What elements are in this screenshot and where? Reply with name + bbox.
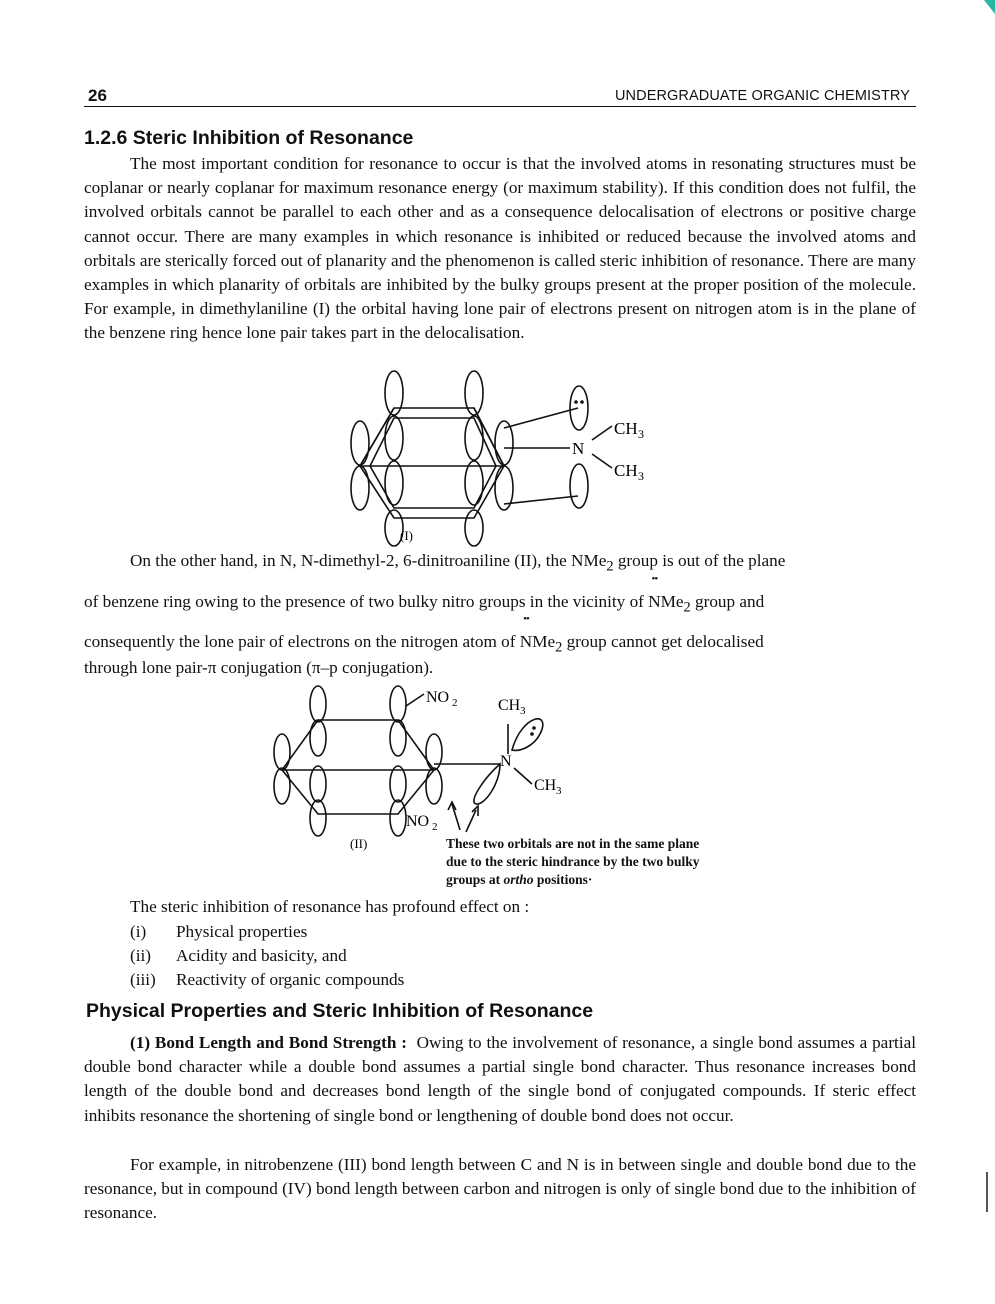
nitro-bottom-sub: 2	[432, 821, 438, 833]
book-title: UNDERGRADUATE ORGANIC CHEMISTRY	[614, 88, 910, 104]
figure-dimethylaniline	[330, 368, 670, 548]
effects-intro: The steric inhibition of resonance has profound effect on :	[130, 897, 530, 916]
methyl-top-sub: 3	[520, 705, 526, 717]
methyl-right: CH	[534, 777, 557, 794]
nitro-bottom: NO	[406, 813, 430, 830]
lone-pair-orbital	[570, 386, 588, 430]
figure1-label: (I)	[400, 528, 413, 543]
nme2-group-2: •• N	[520, 630, 532, 654]
paragraph2-line4: through lone pair-π conjugation (π–p conjugation).	[84, 658, 434, 677]
figure2-note: These two orbitals are not in the same plane due to the steric hindrance by the two bulky groups at ortho positions·	[446, 836, 700, 887]
paragraph2-line2: of benzene ring owing to the presence of two bulky nitro groups in the vicinity of •• NMe$_2$ group and	[84, 590, 916, 620]
bond-length-paragraph: (1) Bond Length and Bond Strength : Owing to the involvement of resonance, a single bond assumes a partial double bond character while a double bond assumes a partial single bond character. Thus resonance increases bond length of the double bond and decreases bond length of the single bond of conjugated compounds. If steric effect inhibits resonance the shortening of single bond or lengthening of double bond does not occur.	[84, 1033, 916, 1125]
page-number: 26	[88, 86, 107, 105]
nitrogen-label: N	[500, 753, 512, 770]
paragraph2-line3: consequently the lone pair of electrons on the nitrogen atom of •• NMe$_2$ group cannot get delocalised	[84, 630, 916, 660]
list-item: (ii) Acidity and basicity, and	[130, 946, 347, 965]
intro-paragraph: The most important condition for resonance to occur is that the involved atoms in resonating structures must be coplanar or nearly coplanar for maximum resonance energy (or maximum stability). If this condition does not fulfil, the involved orbitals cannot be parallel to each other and as a consequence delocalisation of electrons or positive charge cannot occur. There are many examples in which resonance is inhibited or reduced because the involved atoms and orbitals are sterically forced out of planarity and the phenomenon is called steric inhibition of resonance. There are many examples in which planarity of orbitals are inhibited by the bulky groups present at the proper position of the molecule. For example, in dimethylaniline (I) the orbital having lone pair of electrons present on nitrogen atom is in the plane of the benzene ring hence lone pair takes part in the delocalisation.	[84, 154, 916, 343]
nitrogen-label: N	[572, 439, 585, 458]
nitro-top-sub: 2	[452, 697, 458, 709]
methyl-top-sub: 3	[638, 427, 644, 441]
methyl-top: CH	[498, 697, 521, 714]
methyl-bottom-sub: 3	[638, 469, 644, 483]
section-heading: 1.2.6 Steric Inhibition of Resonance	[84, 127, 414, 149]
nme2-group: •• N	[648, 590, 660, 614]
example-paragraph: For example, in nitrobenzene (III) bond length between C and N is in between single and double bond due to the resonance, but in compound (IV) bond length between carbon and nitrogen is only of single bond due to the inhibition of resonance.	[84, 1155, 916, 1223]
nitro-top: NO	[426, 689, 450, 706]
page-corner-mark	[984, 0, 995, 14]
figure2-label: (II)	[350, 836, 368, 851]
list-item: (iii) Reactivity of organic compounds	[130, 970, 405, 989]
running-header	[84, 84, 916, 107]
methyl-top: CH	[614, 419, 638, 438]
paragraph2-line1: On the other hand, in N, N-dimethyl-2, 6-dinitroaniline (II), the NMe$_2$ group is out of the plane	[130, 551, 786, 575]
effects-list	[130, 920, 404, 992]
subsection-heading: Physical Properties and Steric Inhibition of Resonance	[86, 1000, 594, 1022]
methyl-bottom: CH	[614, 461, 638, 480]
methyl-right-sub: 3	[556, 785, 562, 797]
list-item: (i) Physical properties	[130, 922, 308, 941]
lone-pair-orbital	[512, 719, 543, 751]
margin-mark	[986, 1172, 988, 1212]
figure-dinitroaniline	[262, 684, 592, 854]
benzene-ring-orbitals	[351, 371, 612, 546]
bond-length-title: (1) Bond Length and Bond Strength :	[130, 1033, 407, 1052]
